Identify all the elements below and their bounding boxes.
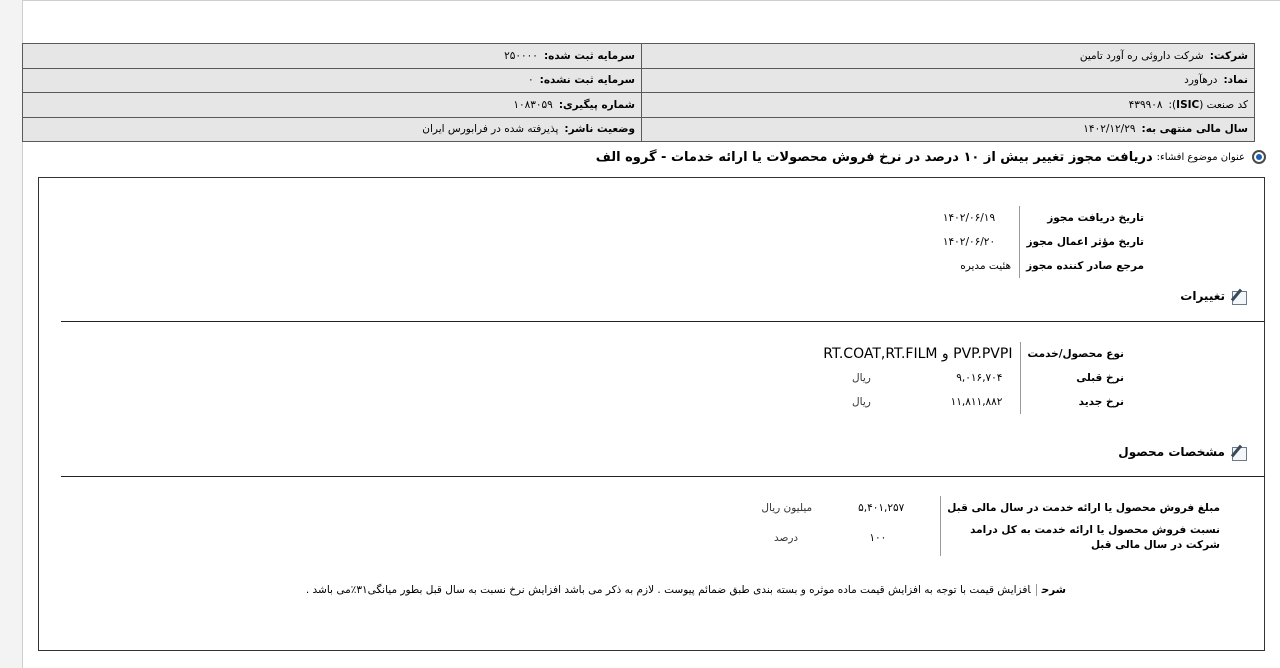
sales-value: ۵,۴۰۱,۲۵۷: [858, 502, 905, 514]
ratio-value: ۱۰۰: [869, 532, 887, 544]
isic-value: ۴۳۹۹۰۸: [1128, 98, 1163, 111]
description-text: افزایش قیمت با توجه به افزایش قیمت ماده موثره و بسته بندی طبق ضمائم پیوست . لازم به ذکر می باشد افزایش نرخ نسبت به سال قبل بطور میانگی۳۱٪می باشد .: [305, 584, 1031, 596]
issuer: هئیت مدیره: [960, 260, 1012, 272]
edit-icon: [1230, 288, 1248, 304]
effective-date: ۱۴۰۲/۰۶/۲۰: [942, 236, 996, 248]
prev-rate: ۹,۰۱۶,۷۰۴: [956, 372, 1003, 384]
received-date: ۱۴۰۲/۰۶/۱۹: [942, 212, 996, 224]
tracking-value: ۱۰۸۳۰۵۹: [513, 98, 553, 111]
edit-icon: [1230, 444, 1248, 460]
product-type: RT.COAT,RT.FILM و PVP.PVPI: [823, 346, 1013, 362]
changes-heading: تغییرات: [1180, 288, 1248, 304]
fiscal-year-value: ۱۴۰۲/۱۲/۲۹: [1083, 123, 1136, 136]
topic-label: عنوان موضوع افشاء:: [1156, 151, 1245, 163]
unregistered-capital-cell: سرمایه ثبت نشده:۰: [23, 68, 642, 93]
symbol-cell: نماد:درهآورد: [642, 68, 1255, 93]
topic-title: دریافت مجوز تغییر بیش از ۱۰ درصد در نرخ فروش محصولات یا ارائه خدمات - گروه الف: [595, 149, 1153, 165]
unregistered-capital-value: ۰: [528, 74, 534, 87]
publisher-status-value: پذیرفته شده در فرابورس ایران: [422, 123, 559, 136]
company-info-table: [22, 43, 1255, 142]
specs-heading: مشخصات محصول: [1118, 444, 1248, 460]
specs-divider: [61, 476, 1265, 477]
tracking-cell: شماره پیگیری:۱۰۸۳۰۵۹: [23, 93, 642, 118]
symbol-value: درهآورد: [1184, 74, 1218, 87]
registered-capital-value: ۲۵۰۰۰۰: [504, 49, 538, 62]
fiscal-year-cell: سال مالی منتهی به:۱۴۰۲/۱۲/۲۹: [642, 117, 1255, 142]
company-cell: شرکت:شرکت داروئی ره آورد تامین: [642, 44, 1255, 69]
changes-table: نوع محصول/خدمت RT.COAT,RT.FILM و PVP.PVPI نرخ قبلی ۹,۰۱۶,۷۰۴ ریال نرخ جدید ۱۱,۸۱۱,۸۸۲ ریال: [817, 342, 1130, 414]
new-rate: ۱۱,۸۱۱,۸۸۲: [950, 396, 1003, 408]
target-icon: [1249, 147, 1269, 167]
changes-divider: [61, 321, 1265, 322]
disclosure-topic: [596, 147, 1269, 167]
isic-cell: کد صنعت (ISIC):۴۳۹۹۰۸: [642, 93, 1255, 118]
publisher-status-cell: وضعیت ناشر:پذیرفته شده در فرابورس ایران: [23, 117, 642, 142]
description: شرحافزایش قیمت با توجه به افزایش قیمت ماده موثره و بسته بندی طبق ضمائم پیوست . لازم به ذکر می باشد افزایش نرخ نسبت به سال قبل بطور میانگی۳۱٪می باشد .: [305, 584, 1066, 596]
disclosure-content: [38, 177, 1265, 651]
specs-table: مبلغ فروش محصول یا ارائه خدمت در سال مالی قبل ۵,۴۰۱,۲۵۷ میلیون ریال نسبت فروش محصول یا ارائه خدمت به کل درامد شرکت در سال مالی قبل ۱۰۰ درصد: [755, 496, 1226, 556]
permit-table: تاریخ دریافت مجوز ۱۴۰۲/۰۶/۱۹ تاریخ مؤثر اعمال مجوز ۱۴۰۲/۰۶/۲۰ مرجع صادر کننده مجوز هئیت مدیره: [937, 206, 1150, 278]
registered-capital-cell: سرمایه ثبت شده:۲۵۰۰۰۰: [23, 44, 642, 69]
company-name: شرکت داروئی ره آورد تامین: [1079, 49, 1204, 62]
